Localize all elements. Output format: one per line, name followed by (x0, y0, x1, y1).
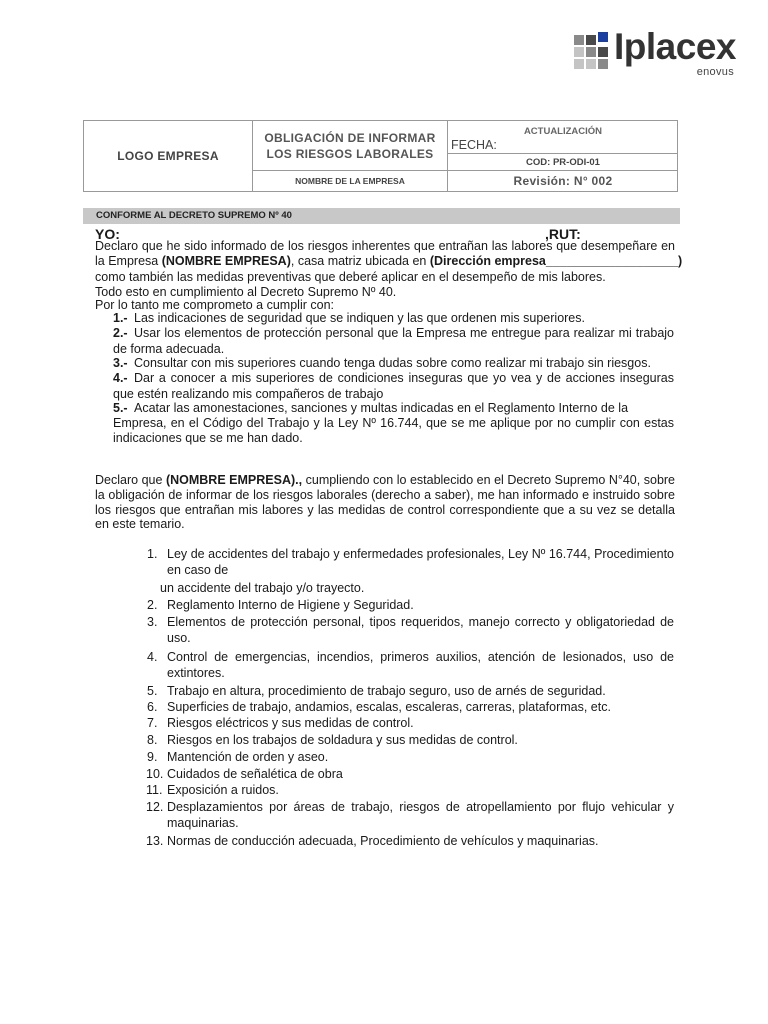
compromiso-text: Empresa, en el Código del Trabajo y la Ley Nº 16.744, que se me aplique por no cumplir con estas (113, 416, 674, 430)
temario-text: Control de emergencias, incendios, primeros auxilios, atención de lesionados, uso de (167, 650, 674, 664)
compromiso-text: que estén realizando mis compañeros de trabajo (113, 387, 384, 401)
compromiso-text: indicaciones que se me han dado. (113, 431, 303, 445)
logo-empresa-cell: LOGO EMPRESA (84, 121, 253, 191)
brand-sub: enovus (696, 66, 734, 78)
compromiso-text: Consultar con mis superiores cuando tenga dudas sobre como realizar mi trabajo sin riesgos. (134, 356, 651, 370)
temario-number: 10. (146, 767, 164, 781)
yo-label: YO: (95, 226, 120, 242)
temario-number: 8. (147, 733, 158, 747)
compromiso-number: 4.- (113, 371, 128, 385)
temario-text: Mantención de orden y aseo. (167, 750, 329, 764)
temario-number: 7. (147, 716, 158, 730)
temario-number: 13. (146, 834, 164, 848)
declaracion1-line2: la Empresa (NOMBRE EMPRESA), casa matriz ubicada en (Dirección empresa___________________) (95, 254, 683, 268)
temario-text: extintores. (167, 666, 225, 680)
section-bar (83, 208, 680, 224)
temario-text: maquinarias. (167, 816, 239, 830)
compromiso-text: de forma adecuada. (113, 342, 225, 356)
compromiso-text: Usar los elementos de protección personal que la Empresa me entregue para realizar mi trabajo (134, 326, 674, 340)
declaracion1-line4: Todo esto en cumplimiento al Decreto Supremo Nº 40. (95, 285, 397, 299)
temario-text: Superficies de trabajo, andamios, escalas, escaleras, carreras, plataformas, etc. (167, 700, 611, 714)
compromiso-number: 1.- (113, 311, 128, 325)
temario-number: 4. (147, 650, 158, 664)
declaracion1-line1: Declaro que he sido informado de los riesgos inherentes que entrañan las labores que desempeñare en (95, 239, 675, 253)
temario-text: Desplazamientos por áreas de trabajo, riesgos de atropellamiento por flujo vehicular y (167, 800, 674, 814)
compromiso-number: 2.- (113, 326, 128, 340)
revision-number: Revisión: N° 002 (513, 174, 613, 188)
fecha-label: FECHA: (451, 138, 497, 152)
compromiso-text: Las indicaciones de seguridad que se indiquen y las que ordenen mis superiores. (134, 311, 585, 325)
compromiso-number: 5.- (113, 401, 128, 415)
temario-text: Trabajo en altura, procedimiento de trabajo seguro, uso de arnés de seguridad. (167, 684, 606, 698)
temario-number: 3. (147, 615, 158, 629)
document-title: OBLIGACIÓN DE INFORMAR LOS RIESGOS LABORALES (253, 121, 448, 171)
document-code: COD: PR-ODI-01 (448, 154, 678, 171)
temario-text: Riesgos eléctricos y sus medidas de control. (167, 716, 414, 730)
declaracion1-line3: como también las medidas preventivas que deberé aplicar en el desempeño de mis labores. (95, 270, 606, 284)
temario-text: Ley de accidentes del trabajo y enfermedades profesionales, Ley Nº 16.744, Procedimiento (167, 547, 674, 561)
rut-label: ,RUT: (545, 226, 581, 242)
temario-text: Elementos de protección personal, tipos requeridos, manejo correcto y obligatoriedad de (167, 615, 674, 629)
temario-number: 2. (147, 598, 158, 612)
temario-number: 1. (147, 547, 158, 561)
actualizacion-cell (448, 121, 678, 154)
temario-text: en caso de (167, 563, 229, 577)
brand-logo (574, 26, 744, 82)
declaracion2-line4: en este temario. (95, 517, 185, 531)
declaracion1-line5: Por lo tanto me comprometo a cumplir con: (95, 298, 334, 312)
section-bar-text: CONFORME AL DECRETO SUPREMO Nº 40 (96, 210, 292, 221)
temario-text: Cuidados de señalética de obra (167, 767, 343, 781)
temario-text: uso. (167, 631, 191, 645)
compromiso-text: Acatar las amonestaciones, sanciones y multas indicadas en el Reglamento Interno de la (134, 401, 629, 415)
compromiso-text: Dar a conocer a mis superiores de condiciones inseguras que yo vea y de acciones inseguras (134, 371, 674, 385)
temario-number: 12. (146, 800, 164, 814)
actualizacion-label: ACTUALIZACIÓN (523, 126, 603, 137)
brand-name: Iplacex (614, 26, 736, 67)
brand-mark-icon (574, 32, 610, 68)
temario-text: Reglamento Interno de Higiene y Seguridad. (167, 598, 414, 612)
declaracion2-line3: los riesgos que entrañan mis labores y las medidas de control correspondiente que a su vez se detalla (95, 503, 675, 517)
compromiso-number: 3.- (113, 356, 128, 370)
temario-number: 6. (147, 700, 158, 714)
temario-text: Normas de conducción adecuada, Procedimiento de vehículos y maquinarias. (167, 834, 599, 848)
temario-number: 9. (147, 750, 158, 764)
declaracion2-line2: la obligación de informar de los riesgos laborales (derecho a saber), me han informado e instruido sobre (95, 488, 675, 502)
temario-number: 5. (147, 684, 158, 698)
temario-text: un accidente del trabajo y/o trayecto. (160, 581, 365, 595)
temario-text: Exposición a ruidos. (167, 783, 279, 797)
nombre-empresa-cell: NOMBRE DE LA EMPRESA (253, 171, 448, 191)
document-header-table (83, 120, 678, 192)
declaracion2-line1: Declaro que (NOMBRE EMPRESA)., cumpliendo con lo establecido en el Decreto Supremo N°40, sobre (95, 473, 675, 487)
temario-number: 11. (146, 783, 163, 797)
temario-text: Riesgos en los trabajos de soldadura y sus medidas de control. (167, 733, 518, 747)
